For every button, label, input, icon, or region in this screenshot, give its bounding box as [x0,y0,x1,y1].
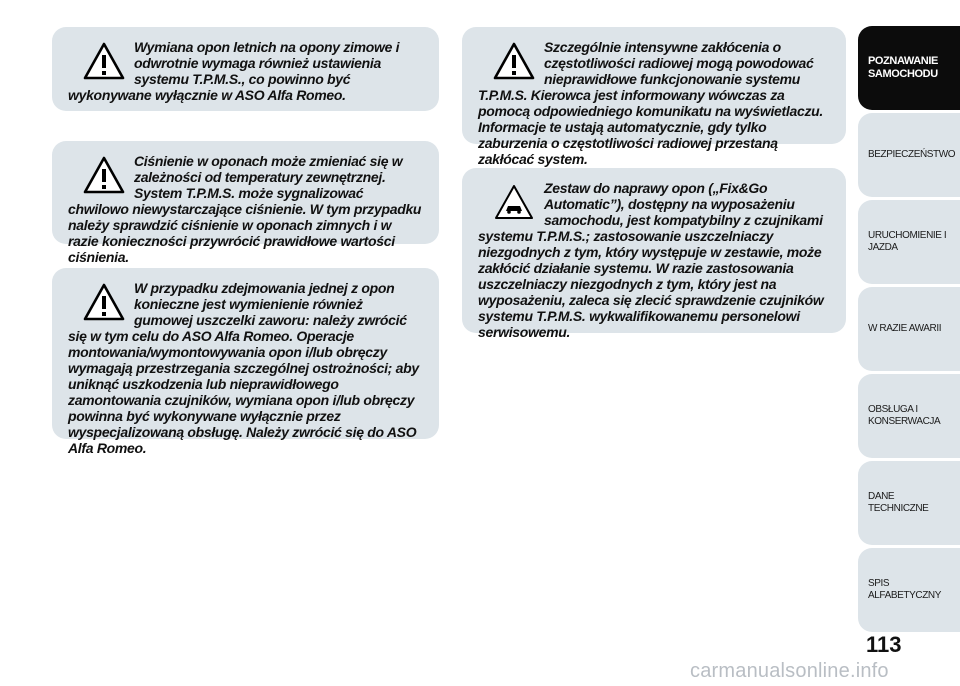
tab-label: URUCHOMIENIE I JAZDA [868,230,947,253]
warning-note-text: Zestaw do naprawy opon („Fix&Go Automatic”), dostępny na wyposażeniu samochodu, jest kompatybilny z czujnikami systemu T.P.M.S.; zastosowanie uszczelniaczy niezgodnych z tym, który występuje w zestawie, może zakłócić działanie systemu. W razie zastosowania uszczelniaczy niezgodnych z tym, który jest na wyposażeniu, zaleca się zlecić sprawdzenie czujników systemu T.P.M.S. wykwalifikowanemu personelowi serwisowemu. [478,180,824,340]
tab-label: POZNAWANIE SAMOCHODU [868,55,938,80]
car-warning-triangle-icon [488,180,540,224]
warning-note-text: W przypadku zdejmowania jednej z opon konieczne jest wymienienie również gumowej uszczelki zaworu: należy zwrócić się w tym celu do ASO Alfa Romeo. Operacje montowania/wymontowywania opon i/lub obręczy wymagają przestrzegania szczególnej ostrożności; aby uniknąć uszkodzenia lub nieprawidłowego zamontowania czujników, wymiana opon i/lub obręczy powinna być wykonywane wyłącznie przez wyspecjalizowaną obsługę. Należy zwrócić się do ASO Alfa Romeo. [68,280,419,456]
tab-label: SPIS ALFABETYCZNY [868,578,941,601]
warning-note-repair-kit [462,168,846,340]
warning-note-radio-interference [462,27,846,167]
warning-note-text: Ciśnienie w oponach może zmieniać się w zależności od temperatury zewnętrznej. System T.P.M.S. może sygnalizować chwilowo niewystarczające ciśnienie. W tym przypadku należy sprawdzić ciśnienie w oponach zimnych i w razie konieczności przywrócić prawidłowe wartości ciśnienia. [68,153,422,265]
tab-dane-techniczne[interactable] [858,461,960,545]
tab-spis-alfabetyczny[interactable] [858,548,960,632]
warning-note-tire-pressure [52,141,439,265]
watermark: carmanualsonline.info [690,660,889,682]
chapter-tabs [858,26,960,635]
warning-note-text: Wymiana opon letnich na opony zimowe i odwrotnie wymaga również ustawienia systemu T.P.M.S., co powinno być wykonywane wyłącznie w ASO Alfa Romeo. [68,39,400,103]
tab-label: DANE TECHNICZNE [868,491,929,514]
tab-obsluga-i-konserwacja[interactable] [858,374,960,458]
tab-label: W RAZIE AWARII [868,323,942,334]
tab-label: BEZPIECZEŃSTWO [868,149,956,160]
warning-triangle-icon [78,280,130,324]
tab-label: OBSŁUGA I KONSERWACJA [868,404,941,427]
warning-note-tire-change [52,27,439,111]
page-number: 113 [866,632,902,657]
tab-uruchomienie-i-jazda[interactable] [858,200,960,284]
warning-triangle-icon [488,39,540,83]
warning-note-valve-seal [52,268,439,456]
warning-triangle-icon [78,153,130,197]
warning-triangle-icon [78,39,130,83]
tab-bezpieczenstwo[interactable] [858,113,960,197]
warning-note-text: Szczególnie intensywne zakłócenia o częstotliwości radiowej mogą powodować nieprawidłowe funkcjonowanie systemu T.P.M.S. Kierowca jest informowany wówczas za pomocą odpowiedniego komunikatu na wyświetlaczu. Informacje te ustają automatycznie, gdy tylko zaburzenia o częstotliwości radiowej przestaną zakłócać system. [478,39,823,167]
tab-w-razie-awarii[interactable] [858,287,960,371]
tab-poznawanie-samochodu[interactable] [858,26,960,110]
